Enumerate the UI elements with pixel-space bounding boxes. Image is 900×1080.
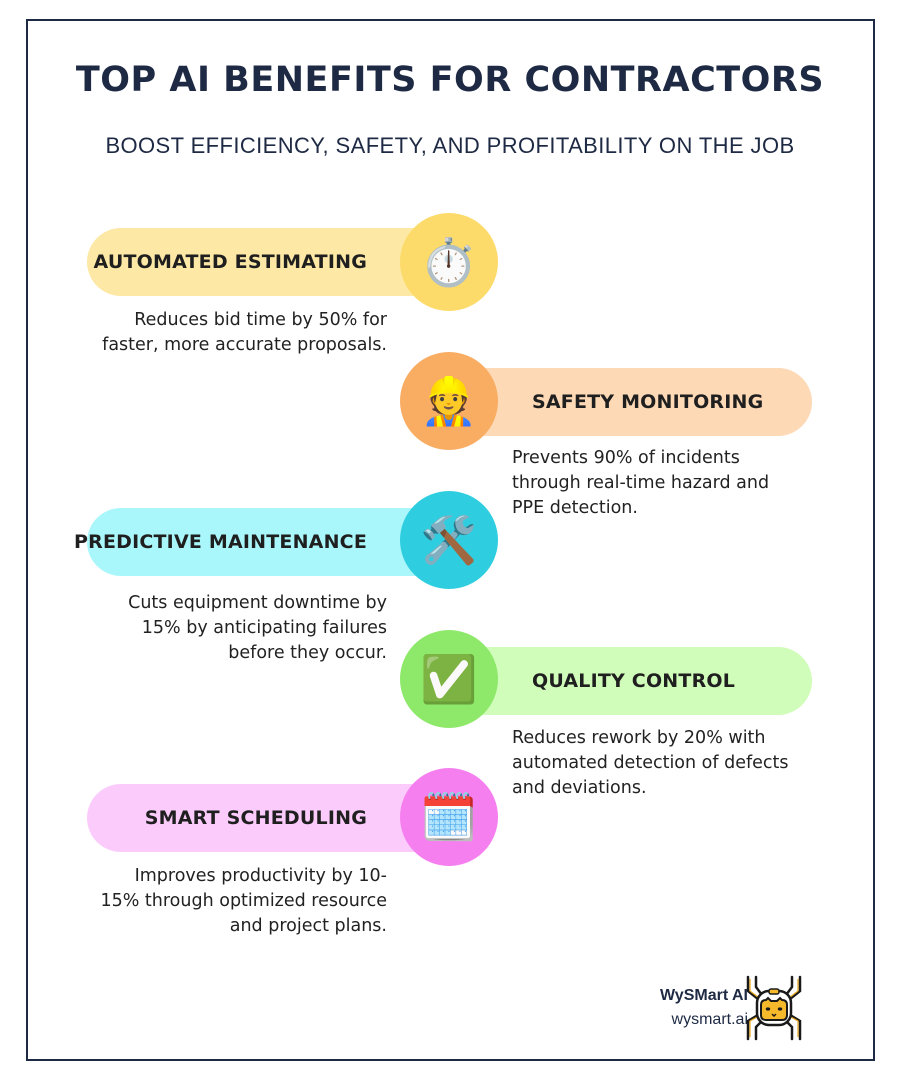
hammer-and-wrench-glyph: 🛠️ (420, 513, 478, 567)
benefit-title: SAFETY MONITORING (532, 391, 764, 413)
construction-worker-icon (400, 352, 498, 450)
benefit-description: Improves productivity by 10-15% through optimized resource and project plans. (100, 866, 387, 936)
check-mark-glyph: ✅ (420, 652, 478, 706)
construction-worker-glyph: 👷 (420, 374, 478, 428)
calendar-icon (400, 768, 498, 866)
page-title: TOP AI BENEFITS FOR CONTRACTORS (75, 60, 825, 100)
check-mark-icon (400, 630, 498, 728)
benefit-description: Reduces bid time by 50% for faster, more accurate proposals. (102, 310, 387, 355)
benefit-description: Prevents 90% of incidents through real-time hazard and PPE detection. (512, 448, 770, 518)
brand-block (660, 987, 748, 1029)
benefit-title: PREDICTIVE MAINTENANCE (74, 531, 367, 553)
brand-name: WySMart AI (659, 987, 748, 1004)
benefit-description: Reduces rework by 20% with automated detection of defects and deviations. (512, 728, 789, 798)
calendar-glyph: 🗓️ (420, 790, 478, 844)
stopwatch-glyph: ⏱️ (420, 235, 478, 289)
page-subtitle: BOOST EFFICIENCY, SAFETY, AND PROFITABILITY ON THE JOB (105, 133, 795, 158)
benefit-description: Cuts equipment downtime by 15% by anticipating failures before they occur. (128, 593, 387, 663)
benefit-title: AUTOMATED ESTIMATING (93, 251, 367, 273)
benefit-title: SMART SCHEDULING (144, 807, 367, 829)
benefit-title: QUALITY CONTROL (532, 670, 736, 692)
brand-url: wysmart.ai (671, 1011, 748, 1028)
stopwatch-icon (400, 213, 498, 311)
robot-spider-logo-icon (742, 975, 806, 1041)
hammer-and-wrench-icon (400, 491, 498, 589)
